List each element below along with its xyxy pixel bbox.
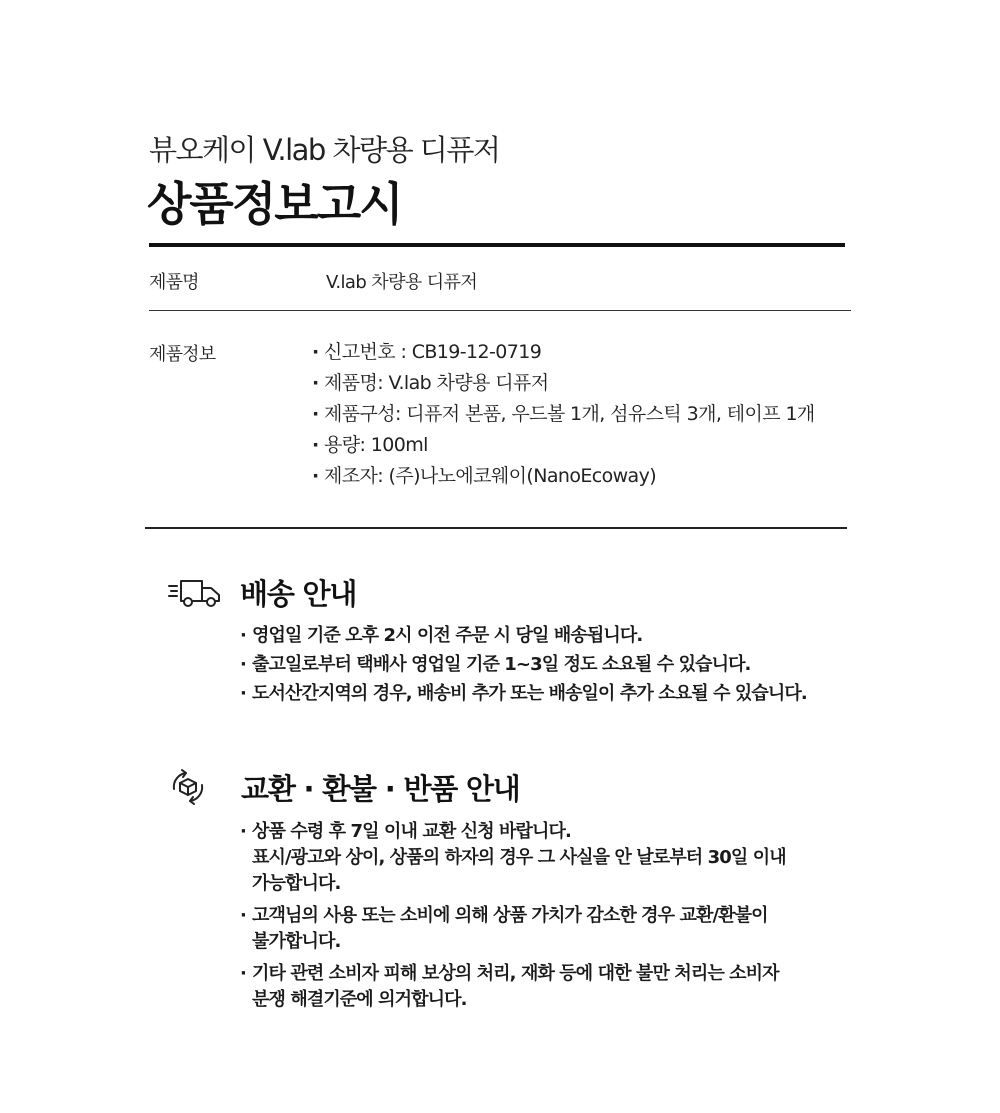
returns-text: 고객님의 사용 또는 소비에 의해 상품 가치가 감소한 경우 교환/환불이: [252, 905, 768, 926]
returns-list: [240, 819, 786, 1013]
section-divider: [145, 527, 847, 529]
row-divider: [149, 310, 851, 311]
list-item: · 출고일로부터 택배사 영업일 기준 1~3일 정도 소요될 수 있습니다.: [240, 654, 751, 675]
list-item: [312, 462, 815, 493]
page-title: 상품정보고시: [147, 177, 402, 231]
product-info-label: 제품정보: [149, 344, 216, 365]
returns-text: 기타 관련 소비자 피해 보상의 처리, 재화 등에 대한 불만 처리는 소비자: [252, 963, 779, 984]
bullet: ·: [312, 372, 319, 394]
info-text: 제품명: V.lab 차량용 디퓨저: [324, 372, 549, 394]
info-text: 제품구성: 디퓨저 본품, 우드볼 1개, 섬유스틱 3개, 테이프 1개: [324, 403, 815, 425]
info-text: 용량: 100ml: [324, 434, 428, 456]
product-name-label: 제품명: [149, 272, 199, 293]
returns-text-cont: 표시/광고와 상이, 상품의 하자의 경우 그 사실을 안 날로부터 30일 이내: [252, 847, 786, 868]
list-item: · 고객님의 사용 또는 소비에 의해 상품 가치가 감소한 경우 교환/환불이 불가합니다.: [240, 903, 786, 955]
title-divider: [149, 243, 845, 247]
info-text: 제조자: (주)나노에코웨이(NanoEcoway): [324, 465, 657, 487]
product-info-list: [312, 338, 815, 493]
shipping-text: 출고일로부터 택배사 영업일 기준 1~3일 정도 소요될 수 있습니다.: [252, 654, 751, 675]
shipping-list: [240, 623, 807, 707]
returns-text-cont: 불가합니다.: [252, 931, 341, 952]
info-text: 신고번호 : CB19-12-0719: [324, 341, 542, 363]
delivery-truck-icon: [168, 578, 222, 612]
returns-text: 상품 수령 후 7일 이내 교환 신청 바랍니다.: [252, 821, 571, 842]
box-exchange-icon: [168, 767, 208, 811]
list-item: · 상품 수령 후 7일 이내 교환 신청 바랍니다. 표시/광고와 상이, 상품의 하자의 경우 그 사실을 안 날로부터 30일 이내 가능합니다.: [240, 819, 786, 897]
bullet: ·: [312, 434, 319, 456]
shipping-title: 배송 안내: [240, 577, 357, 611]
shipping-text: 영업일 기준 오후 2시 이전 주문 시 당일 배송됩니다.: [252, 625, 643, 646]
list-item: · 도서산간지역의 경우, 배송비 추가 또는 배송일이 추가 소요될 수 있습니다.: [240, 683, 807, 704]
list-item: [312, 431, 815, 462]
bullet: ·: [312, 403, 319, 425]
bullet: ·: [312, 465, 319, 487]
list-item: [312, 400, 815, 431]
list-item: · 기타 관련 소비자 피해 보상의 처리, 재화 등에 대한 불만 처리는 소비자 분쟁 해결기준에 의거합니다.: [240, 961, 786, 1013]
product-subtitle: 뷰오케이 V.lab 차량용 디퓨저: [149, 133, 500, 167]
shipping-text: 도서산간지역의 경우, 배송비 추가 또는 배송일이 추가 소요될 수 있습니다.: [252, 683, 807, 704]
product-name-value: V.lab 차량용 디퓨저: [326, 272, 478, 293]
returns-title: 교환 · 환불 · 반품 안내: [241, 772, 520, 806]
returns-text-cont: 분쟁 해결기준에 의거합니다.: [252, 989, 467, 1010]
bullet: ·: [312, 341, 319, 363]
list-item: [312, 369, 815, 400]
returns-text-cont: 가능합니다.: [252, 873, 341, 894]
list-item: · 영업일 기준 오후 2시 이전 주문 시 당일 배송됩니다.: [240, 625, 643, 646]
list-item: [312, 338, 815, 369]
